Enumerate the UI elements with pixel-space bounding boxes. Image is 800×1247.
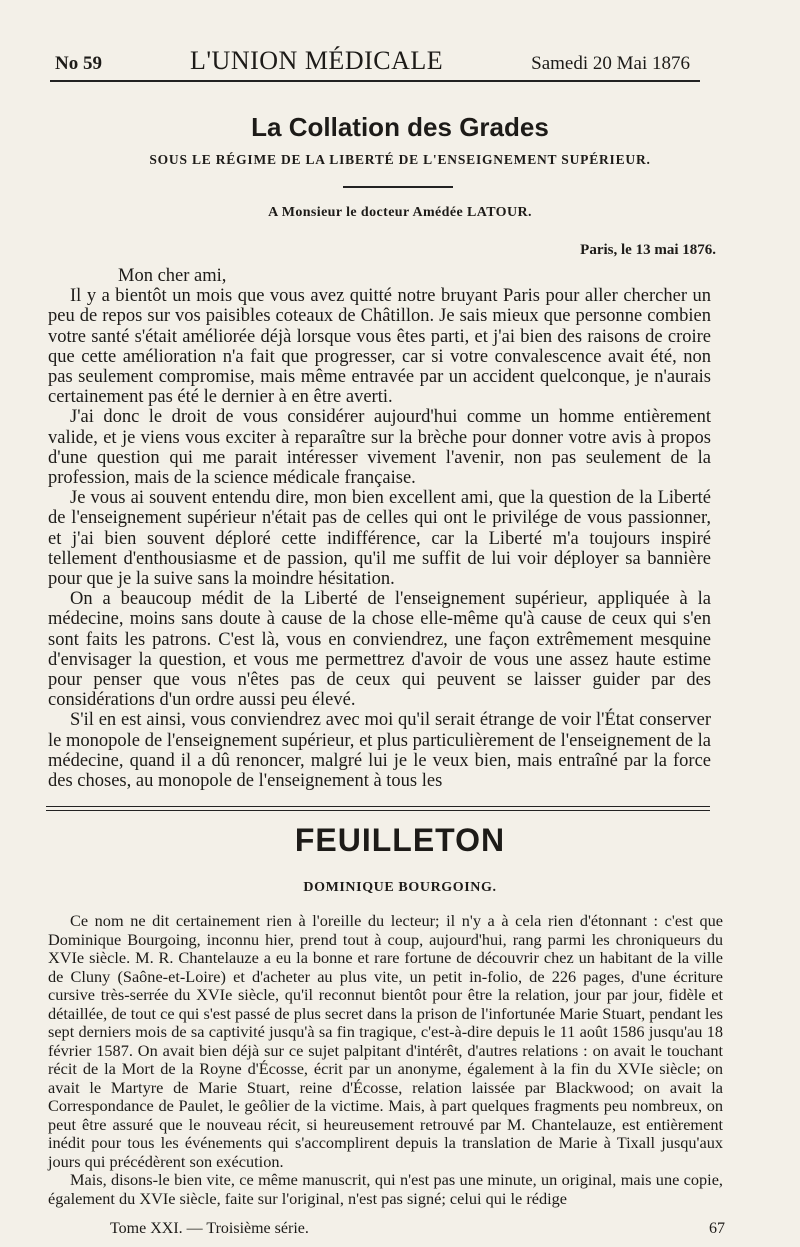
letter-paragraph: On a beaucoup médit de la Liberté de l'enseignement supérieur, appliquée à la médecine, moins sans doute à cause de la chose elle-même qu'à cause de ceux qui s'en sont faits les patrons. C'est là, vous en conviendrez, une façon extrêmement mesquine d'envisager la question, et vous me permettrez d'avoir de vous une assez haute estime pour penser que vous n'êtes pas de ceux qui peuvent se laisser guider par des considérations d'un ordre aussi peu élevé. (48, 589, 711, 711)
section-rule (46, 806, 710, 807)
letter-salutation: Mon cher ami, (118, 266, 227, 286)
page-footer (110, 1220, 725, 1238)
feuilleton-heading: FEUILLETON (294, 822, 506, 858)
feuilleton-paragraph: Mais, disons-le bien vite, ce même manuscrit, qui n'est pas une minute, un original, mais une copie, également du XVIe siècle, faite sur l'original, n'est pas signé; celui qui le rédige (48, 1170, 723, 1208)
issue-date: Samedi 20 Mai 1876 (531, 53, 690, 74)
section-rule (46, 810, 710, 811)
feuilleton-body (48, 912, 723, 1208)
letter-paragraph: J'ai donc le droit de vous considérer aujourd'hui comme un homme entièrement valide, et je viens vous exciter à reparaître sur la brèche pour donner votre avis à propos d'une question qui me parait intéresser vivement l'avenir, non pas seulement de la profession, mais de la science médicale française. (48, 407, 711, 489)
article-addressee: A Monsieur le docteur Amédée LATOUR. (268, 205, 532, 220)
feuilleton-paragraph: Ce nom ne dit certainement rien à l'oreille du lecteur; il n'y a à cela rien d'étonnant : c'est que Dominique Bourgoing, inconnu hier, prend tout à coup, aujourd'hui, rang parmi les chroniqueurs du XVIe siècle. M. R. Chantelauze a eu la bonne et rare fortune de découvrir chez un habitant de la ville de Cluny (Saône-et-Loire) et d'acheter au plus vite, un petit in-folio, de 226 pages, d'une écriture cursive très-serrée du XVIe siècle, qu'il reconnut bientôt pour être la relation, jour par jour, fidèle et détaillée, de tout ce qui s'est passé de plus secret dans la prison de l'infortunée Marie Stuart, pendant les sept derniers mois de sa captivité jusqu'à sa fin tragique, c'est-à-dire depuis le 11 août 1586 jusqu'au 18 février 1587. On avait bien déjà sur ce sujet palpitant d'intérêt, d'autres relations : on avait le touchant récit de la Mort de la Royne d'Écosse, écrit par un anonyme, également à la fin du XVIe siècle; on avait le Martyre de Marie Stuart, reine d'Écosse, relation laissée par Blackwood; on avait la Correspondance de Paulet, le geôlier de la victime. Mais, à part quelques fragments peu nombreux, on peut être assuré que le nouveau récit, si heureusement retrouvé par M. Chantelauze, est entièrement inédit pour tous les événements qui s'accomplirent depuis la translation de Marie à Tixall jusqu'aux jours qui précédèrent son exécution. (48, 911, 724, 1171)
article-title: La Collation des Grades (251, 112, 549, 142)
volume-info: Tome XXI. — Troisième série. (110, 1220, 309, 1237)
letter-dateline: Paris, le 13 mai 1876. (580, 242, 716, 258)
masthead (55, 46, 690, 78)
page-number: 67 (709, 1220, 725, 1237)
letter-paragraph: Je vous ai souvent entendu dire, mon bien excellent ami, que la question de la Liberté de l'enseignement supérieur n'était pas de celles qui ont le privilége de vous passionner, et j'ai bien souvent déploré cette indifférence, car la Liberté m'a toujours inspiré tellement d'enthousiasme et de passion, qu'il me suffit de lui voir déployer sa bannière pour que je la suive sans la moindre hésitation. (48, 488, 711, 590)
feuilleton-title: DOMINIQUE BOURGOING. (303, 880, 497, 895)
issue-number: No 59 (55, 53, 102, 74)
journal-name: L'UNION MÉDICALE (189, 46, 444, 75)
article-subtitle: SOUS LE RÉGIME DE LA LIBERTÉ DE L'ENSEIGNEMENT SUPÉRIEUR. (149, 152, 651, 167)
title-divider (343, 186, 453, 188)
masthead-rule (50, 80, 700, 82)
letter-paragraph: Il y a bientôt un mois que vous avez quitté notre bruyant Paris pour aller chercher un peu de repos sur vos paisibles coteaux de Châtillon. Je sais mieux que personne combien votre santé s'était améliorée déjà lorsque vous êtes parti, et j'ai bien des raisons de croire que cette amélioration n'a fait que progresser, car si votre convalescence avait été, non pas seulement compromise, mais même entravée par un accident quelconque, je n'aurais certainement pas été le dernier à en être averti. (48, 286, 711, 408)
letter-paragraph: S'il en est ainsi, vous conviendrez avec moi qu'il serait étrange de voir l'État conserver le monopole de l'enseignement supérieur, et plus particulièrement de l'enseignement de la médecine, quand il a dû renoncer, malgré lui je le veux bien, mais entraîné par la force des choses, au monopole de l'enseignement à tous les (48, 710, 711, 792)
letter-body (48, 266, 711, 791)
